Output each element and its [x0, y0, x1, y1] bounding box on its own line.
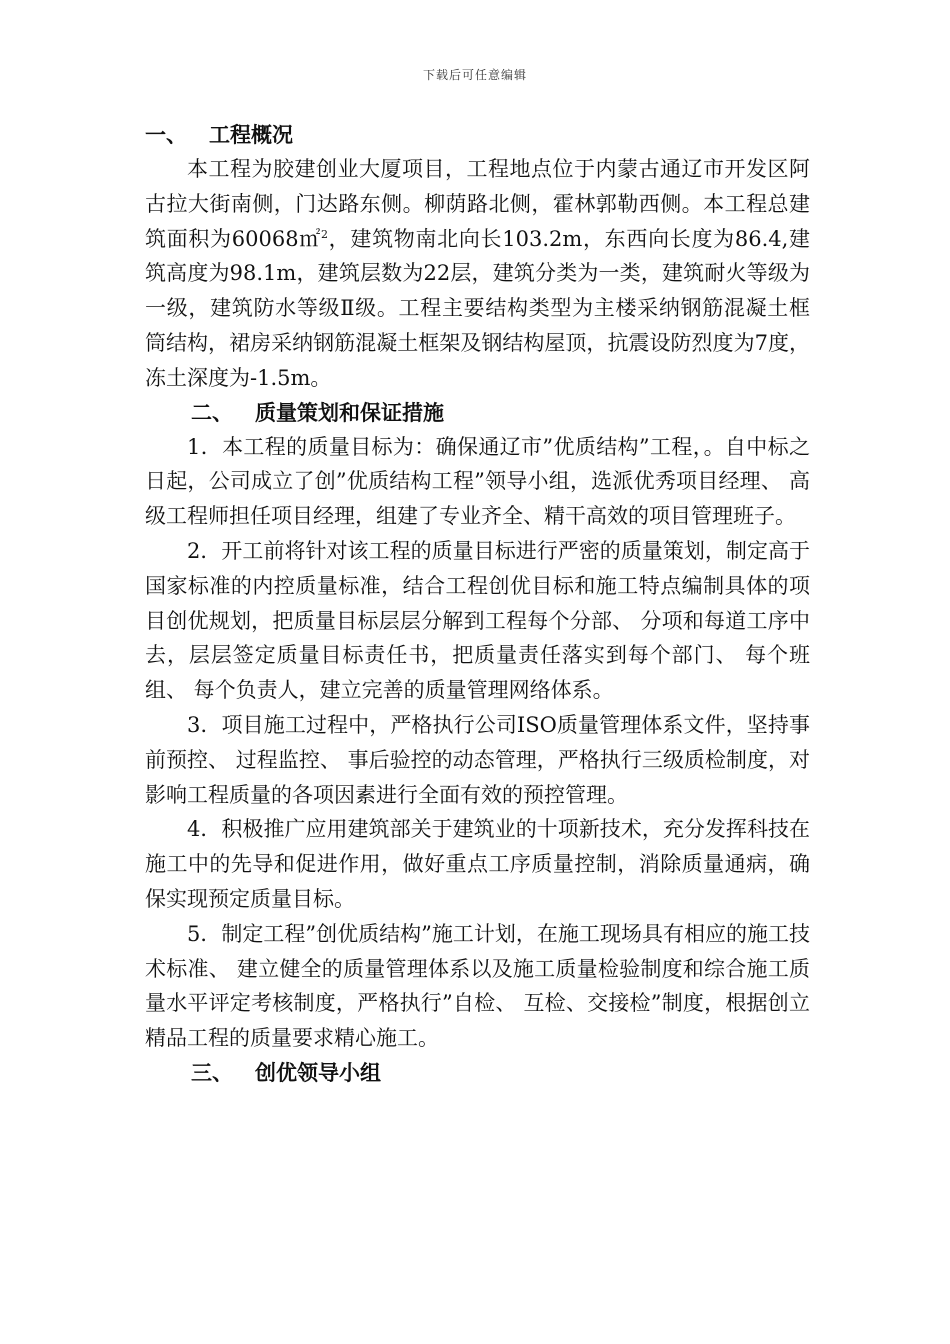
quality-item-4: 4．积极推广应用建筑部关于建筑业的十项新技术，充分发挥科技在施工中的先导和促进作用，做好重点工序质量控制，消除质量通病，确保实现预定质量目标。: [145, 817, 810, 911]
overview-text-part1: 本工程为胶建创业大厦项目，工程地点位于内蒙古通辽市开发区阿古拉大街南侧，门达路东侧。柳荫路北侧，霍林郭勒西侧。本工程总建筑面积为60068㎡: [145, 157, 810, 251]
section-number: 二、: [191, 400, 233, 425]
section-title: 创优领导小组: [255, 1060, 381, 1085]
quality-item-5: 5．制定工程”创优质结构”施工计划，在施工现场具有相应的施工技术标准、 建立健全的质量管理体系以及施工质量检验制度和综合施工质量水平评定考核制度，严格执行”自检、 互检、交接检”制度，根据创立精品工程的质量要求精心施工。: [145, 921, 810, 1051]
page-header-note: 下载后可任意编辑: [422, 68, 527, 82]
overview-paragraph: [145, 152, 810, 396]
quality-item-2: 2．开工前将针对该工程的质量目标进行严密的质量策划，制定高于国家标准的内控质量标准，结合工程创优目标和施工特点编制具体的项目创优规划，把质量目标层层分解到工程每个分部、 分项和每道工序中去，层层签定质量目标责任书，把质量责任落实到每个部门、 每个班组、 每个负责人，建立完善的质量管理网络体系。: [145, 538, 810, 703]
section-number: 三、: [191, 1060, 233, 1085]
section-heading-overview: [145, 118, 810, 152]
quality-item-1: 1．本工程的质量目标为：确保通辽市”优质结构”工程，。自中标之日起，公司成立了创”优质结构工程”领导小组，选派优秀项目经理、 高级工程师担任项目经理，组建了专业齐全、精干高效的项目管理班子。: [145, 434, 810, 529]
area-superscript: 2: [320, 227, 328, 241]
document-body: [145, 118, 810, 1090]
quality-item-3: 3．项目施工过程中，严格执行公司ISO质量管理体系文件，坚持事前预控、 过程监控、 事后验控的动态管理，严格执行三级质检制度，对影响工程质量的各项因素进行全面有效的预控管理。: [145, 712, 810, 807]
section-heading-leadership: [145, 1056, 810, 1090]
section-number: 一、: [145, 123, 187, 147]
section-title: 质量策划和保证措施: [255, 400, 444, 425]
section-heading-quality: [145, 396, 810, 430]
overview-text-part2: ，建筑物南北向长103.2m，东西向长度为86.4,建筑高度为98.1m，建筑层数为22层，建筑分类为一类，建筑耐火等级为一级，建筑防水等级Ⅱ级。工程主要结构类型为主楼采纳钢筋混凝土框筒结构，裙房采纳钢筋混凝土框架及钢结构屋顶，抗震设防烈度为7度，冻土深度为-1.5m。: [145, 226, 810, 390]
section-title: 工程概况: [209, 123, 293, 147]
